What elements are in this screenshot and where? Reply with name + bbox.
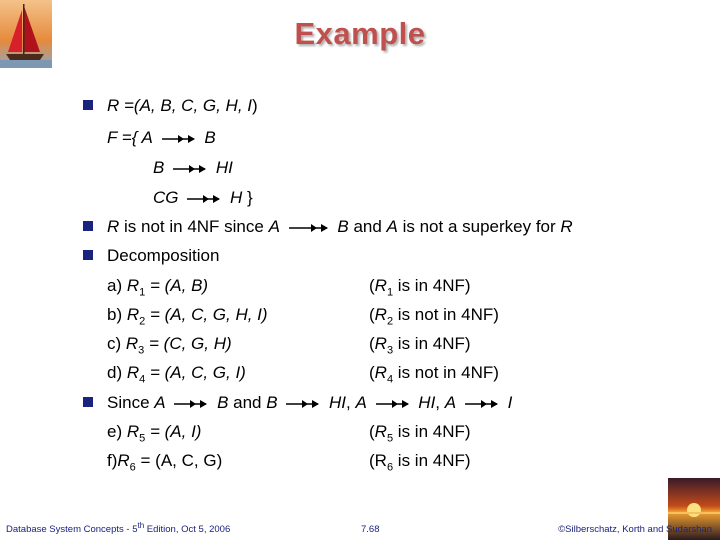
multivalued-dependency-arrow-icon: [289, 223, 329, 233]
footer-page-number: 7.68: [361, 524, 380, 535]
square-bullet-icon: [83, 100, 93, 110]
multivalued-dependency-arrow-icon: [376, 399, 410, 409]
multivalued-dependency-arrow-icon: [187, 194, 221, 204]
fd-row-1: F ={ A B: [107, 128, 216, 147]
fd-row-3: CG H }: [153, 188, 253, 207]
decomp-status-c: ($R_3$ is in 4NF): [369, 334, 471, 357]
multivalued-dependency-arrow-icon: [286, 399, 320, 409]
square-bullet-icon: [83, 221, 93, 231]
decomp-item-c: c) $R_3 = (C$, G, H): [107, 334, 232, 357]
square-bullet-icon: [83, 397, 93, 407]
decomp-item-b: b) $R_2 = (A$, C, G, H, I): [107, 305, 268, 328]
footer-left: Database System Concepts - 5th Edition, Oct 5, 2006: [6, 520, 231, 535]
relation-line: R =(A, B, C, G, H, I): [107, 96, 258, 115]
multivalued-dependency-arrow-icon: [465, 399, 499, 409]
since-line: Since A B and B HI, A HI, A I: [107, 393, 513, 412]
decomp-status-f: ($R_6$ is in 4NF): [369, 451, 471, 474]
decomp-status-a: ($R_1$ is in 4NF): [369, 276, 471, 299]
multivalued-dependency-arrow-icon: [173, 164, 207, 174]
decomp-status-d: ($R_4$ is not in 4NF): [369, 363, 499, 386]
decomp-status-e: ($R_5$ is in 4NF): [369, 422, 471, 445]
fd-row-2: B HI: [153, 158, 233, 177]
decomposition-label: Decomposition: [107, 246, 220, 265]
decomp-status-b: ($R_2$ is not in 4NF): [369, 305, 499, 328]
decomp-item-d: d) $R_4 = (A$, C, G, I): [107, 363, 246, 386]
square-bullet-icon: [83, 250, 93, 260]
slide-title: Example: [294, 16, 426, 51]
decomp-item-e: e) $R_5 = (A$, I): [107, 422, 202, 445]
footer-copyright: ©Silberschatz, Korth and Sudarshan: [558, 524, 712, 535]
multivalued-dependency-arrow-icon: [174, 399, 208, 409]
not-4nf-line: R is not in 4NF since A B and A is not a superkey for R: [107, 217, 573, 236]
decomp-item-f: $f)R_6 = (A$, C, G): [107, 451, 223, 474]
decomp-item-a: a) $R_1 = (A$, B): [107, 276, 209, 299]
multivalued-dependency-arrow-icon: [162, 134, 196, 144]
